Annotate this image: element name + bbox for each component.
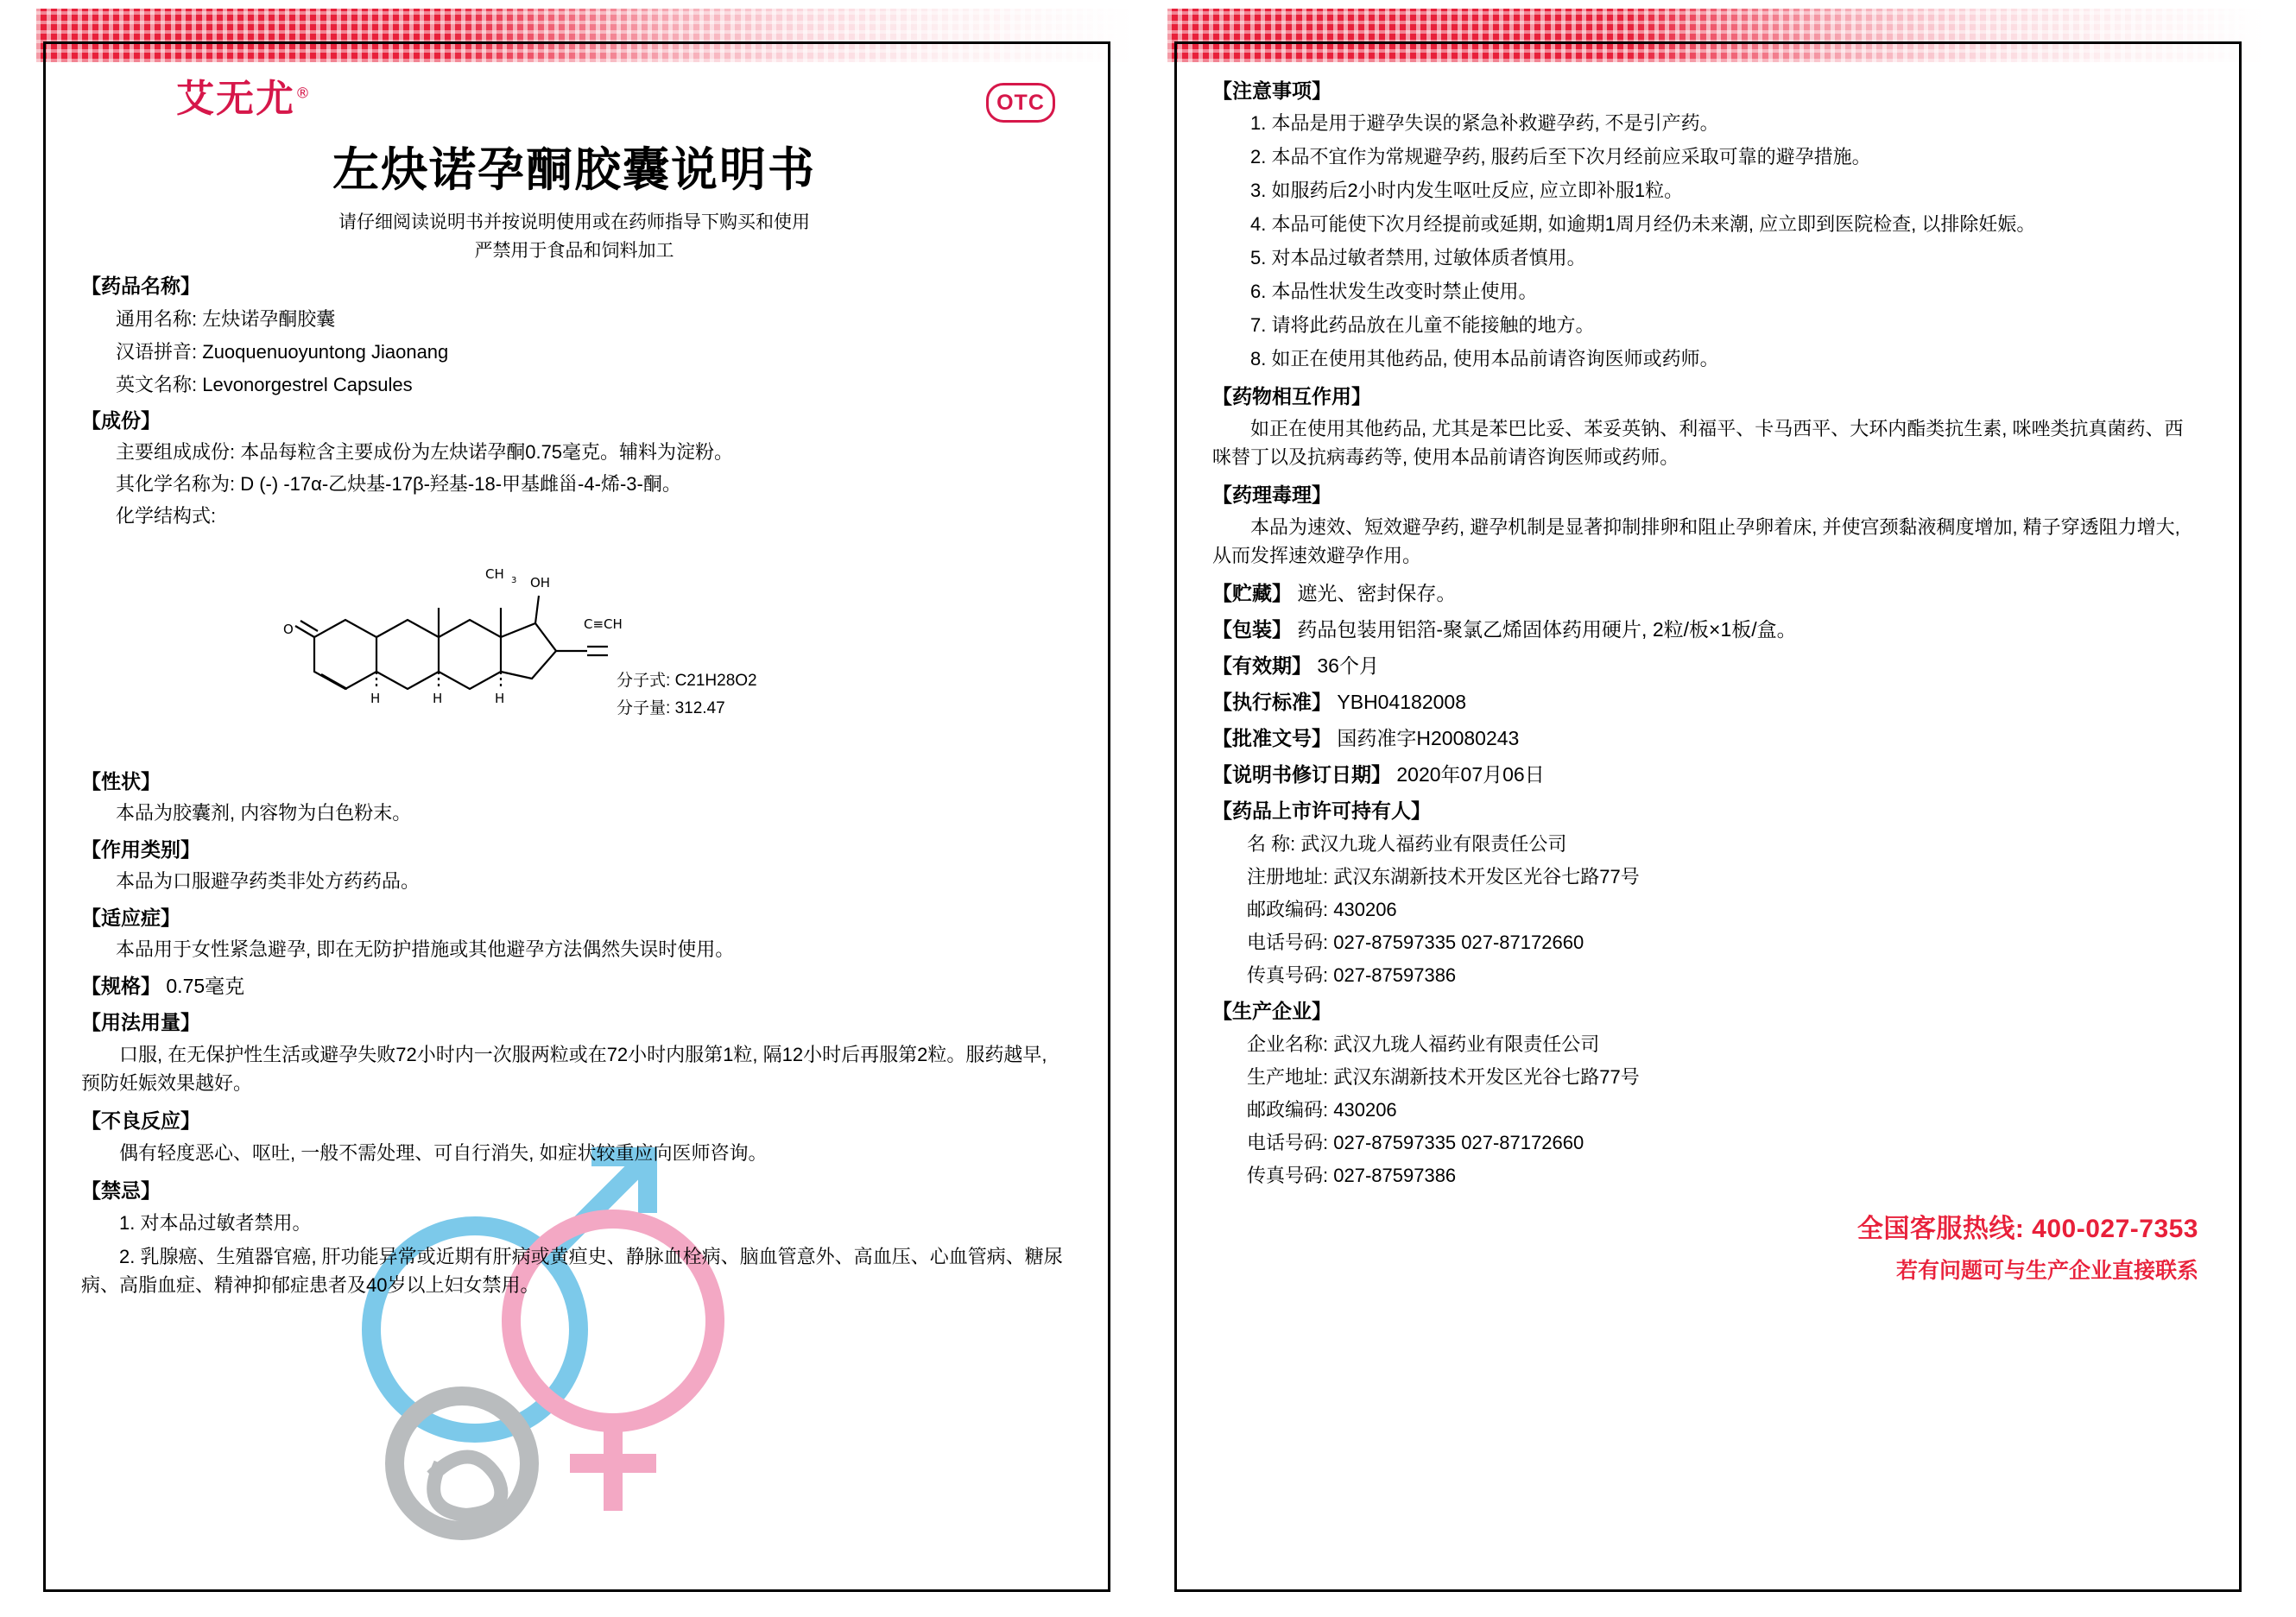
field-generic-name-label: 通用名称: [116, 308, 198, 330]
pharmacology-text: 本品为速效、短效避孕药, 避孕机制是显著抑制排卵和阻止孕卵着床, 并使宫颈黏液稠度增加, 精子穿透阻力增大, 从而发挥速效避孕作用。 [1212, 516, 2180, 566]
section-properties-head: 【性状】 [81, 769, 161, 793]
section-category-head: 【作用类别】 [81, 837, 200, 861]
holder-field-row [1247, 830, 2198, 856]
steroid-structure-icon [280, 534, 651, 749]
section-interactions-head: 【药物相互作用】 [1212, 385, 1371, 407]
registered-mark: ® [295, 85, 312, 103]
section-dosage-head: 【用法用量】 [81, 1011, 200, 1034]
leaflet-content-left [43, 41, 1105, 1587]
manufacturer-field-value: 430206 [1333, 1099, 1397, 1121]
shelf-life-value: 36个月 [1317, 654, 1379, 677]
manufacturer-field-row [1247, 1096, 2198, 1122]
ingredients-chemical-name: 其化学名称为: D (-) -17α-乙炔基-17β-羟基-18-甲基雌甾-4-烯-3-酮。 [116, 473, 681, 496]
specification-value: 0.75毫克 [166, 975, 245, 998]
leaflet-content-right [1174, 41, 2236, 1587]
standard-head-label: 【执行标准】 [1212, 691, 1331, 713]
manufacturer-field-value: 027-87597335 027-87172660 [1333, 1132, 1584, 1153]
svg-text:C≡CH: C≡CH [584, 616, 623, 632]
molecular-weight-label: 分子量: [617, 699, 671, 717]
manufacturer-field-label: 邮政编码: [1247, 1099, 1329, 1121]
section-specification-head [81, 970, 1067, 999]
holder-field-value: 027-87597335 027-87172660 [1333, 932, 1584, 953]
svg-text:O: O [283, 621, 294, 637]
approval-value: 国药准字H20080243 [1337, 727, 1520, 749]
molecular-formula-row [617, 667, 757, 695]
section-revision-date [1212, 759, 2198, 787]
chemical-formula-block [617, 667, 757, 723]
brand-name: 艾无尤 [176, 77, 295, 121]
manufacturer-field-label: 传真号码: [1247, 1165, 1329, 1186]
storage-value: 遮光、密封保存。 [1297, 582, 1457, 604]
section-drug-name-head: 【药品名称】 [81, 275, 200, 297]
section-ingredients-head: 【成份】 [81, 409, 161, 432]
holder-field-row [1247, 961, 2198, 988]
holder-field-row [1247, 862, 2198, 889]
holder-field-row [1247, 928, 2198, 955]
precaution-item: 1. 本品是用于避孕失误的紧急补救避孕药, 不是引产药。 [1250, 112, 1719, 134]
section-indications-head: 【适应症】 [81, 906, 180, 930]
molecular-formula-value: C21H28O2 [674, 671, 757, 690]
interactions-text: 如正在使用其他药品, 尤其是苯巴比妥、苯妥英钠、利福平、卡马西平、大环内酯类抗生素, 咪唑类抗真菌药、西咪替丁以及抗病毒药等, 使用本品前请咨询医师或药师。 [1212, 418, 2184, 468]
leaflet-page-left [17, 0, 1157, 1617]
field-pinyin-name-label: 汉语拼音: [116, 341, 198, 363]
manufacturer-field-row [1247, 1128, 2198, 1155]
field-pinyin-name-value: Zuoquenuoyuntong Jiaonang [202, 341, 449, 363]
ingredients-main-text: 主要组成成份: 本品每粒含主要成份为左炔诺孕酮0.75毫克。辅料为淀粉。 [116, 441, 734, 463]
svg-text:3: 3 [511, 575, 517, 585]
field-english-name-value: Levonorgestrel Capsules [202, 374, 413, 395]
customer-service-hotline: 全国客服热线: 400-027-7353 [1856, 1215, 2198, 1243]
manufacturer-field-value: 027-87597386 [1333, 1165, 1457, 1186]
precaution-item: 7. 请将此药品放在儿童不能接触的地方。 [1250, 314, 1595, 336]
precaution-item: 3. 如服药后2小时内发生呕吐反应, 应立即补服1粒。 [1250, 180, 1684, 201]
svg-text:OH: OH [530, 574, 551, 591]
adverse-text: 偶有轻度恶心、呕吐, 一般不需处理、可自行消失, 如症状较重应向医师咨询。 [119, 1142, 768, 1165]
molecular-weight-row [617, 695, 757, 723]
holder-field-label: 名 称: [1247, 833, 1296, 855]
manufacturer-field-row [1247, 1161, 2198, 1188]
section-precautions-head: 【注意事项】 [1212, 79, 1331, 102]
holder-field-value: 430206 [1333, 899, 1397, 920]
leaflet-page-right [1148, 0, 2288, 1617]
field-generic-name [116, 305, 1067, 332]
contraindication-item: 1. 对本品过敏者禁用。 [119, 1212, 312, 1235]
storage-head-label: 【贮藏】 [1212, 582, 1292, 604]
field-generic-name-value: 左炔诺孕酮胶囊 [202, 308, 336, 330]
precaution-item: 2. 本品不宜作为常规避孕药, 服药后至下次月经前应采取可靠的避孕措施。 [1250, 146, 1871, 167]
section-holder-head: 【药品上市许可持有人】 [1212, 799, 1431, 822]
approval-head-label: 【批准文号】 [1212, 727, 1331, 749]
package-head-label: 【包装】 [1212, 618, 1292, 641]
section-shelf-life [1212, 650, 2198, 679]
indications-text: 本品用于女性紧急避孕, 即在无防护措施或其他避孕方法偶然失误时使用。 [116, 938, 735, 961]
manufacturer-field-row [1247, 1063, 2198, 1090]
holder-field-value: 武汉东湖新技术开发区光谷七路77号 [1333, 866, 1640, 887]
contraindication-item: 2. 乳腺癌、生殖器官癌, 肝功能异常或近期有肝病或黄疸史、静脉血栓病、脑血管意外、高血压、心血管病、糖尿病、高脂血症、精神抑郁症患者及40岁以上妇女禁用。 [81, 1246, 1063, 1297]
svg-text:H: H [370, 690, 381, 706]
svg-text:H: H [433, 690, 443, 706]
chemical-structure-label: 化学结构式: [116, 505, 217, 527]
holder-field-row [1247, 895, 2198, 922]
shelf-life-head-label: 【有效期】 [1212, 654, 1312, 677]
field-english-name-label: 英文名称: [116, 374, 198, 395]
section-adverse-head: 【不良反应】 [81, 1109, 200, 1133]
section-pharmacology-head: 【药理毒理】 [1212, 483, 1331, 506]
package-value: 药品包装用铝箔-聚氯乙烯固体药用硬片, 2粒/板×1板/盒。 [1297, 618, 1797, 641]
revision-head-label: 【说明书修订日期】 [1212, 763, 1391, 786]
manufacturer-field-value: 武汉九珑人福药业有限责任公司 [1333, 1033, 1600, 1055]
holder-field-value: 武汉九珑人福药业有限责任公司 [1300, 833, 1567, 855]
standard-value: YBH04182008 [1337, 691, 1467, 713]
revision-value: 2020年07月06日 [1396, 763, 1545, 786]
precaution-item: 8. 如正在使用其他药品, 使用本品前请咨询医师或药师。 [1250, 348, 1719, 370]
holder-field-label: 注册地址: [1247, 866, 1329, 887]
svg-text:H: H [495, 690, 505, 706]
holder-field-value: 027-87597386 [1333, 964, 1457, 986]
otc-badge: OTC [986, 83, 1055, 123]
section-approval-number [1212, 723, 2198, 751]
manufacturer-field-label: 企业名称: [1247, 1033, 1329, 1055]
section-standard [1212, 686, 2198, 715]
section-contraindications-head: 【禁忌】 [81, 1179, 161, 1203]
section-manufacturer-head: 【生产企业】 [1212, 1000, 1331, 1022]
manufacturer-field-label: 电话号码: [1247, 1132, 1329, 1153]
properties-text: 本品为胶囊剂, 内容物为白色粉末。 [116, 801, 412, 824]
svg-text:CH: CH [485, 565, 504, 582]
dosage-text: 口服, 在无保护性生活或避孕失败72小时内一次服两粒或在72小时内服第1粒, 隔12小时后再服第2粒。服药越早, 预防妊娠效果越好。 [81, 1044, 1047, 1095]
precaution-item: 4. 本品可能使下次月经提前或延期, 如逾期1周月经仍未来潮, 应立即到医院检查, 以排除妊娠。 [1250, 213, 2036, 235]
holder-field-label: 电话号码: [1247, 932, 1329, 953]
manufacturer-field-value: 武汉东湖新技术开发区光谷七路77号 [1333, 1066, 1640, 1088]
field-pinyin-name [116, 338, 1067, 364]
chemical-structure-figure [81, 534, 1067, 758]
title-subtitle-1: 请仔细阅读说明书并按说明使用或在药师指导下购买和使用 [338, 212, 810, 232]
field-english-name [116, 370, 1067, 397]
brand-logo [176, 67, 312, 123]
manufacturer-field-row [1247, 1030, 2198, 1057]
title-subtitle-2: 严禁用于食品和饲料加工 [474, 241, 674, 261]
category-text: 本品为口服避孕药类非处方药药品。 [116, 869, 421, 892]
manufacturer-field-label: 生产地址: [1247, 1066, 1329, 1088]
specification-head-label: 【规格】 [81, 975, 161, 998]
section-package [1212, 614, 2198, 642]
precaution-item: 5. 对本品过敏者禁用, 过敏体质者慎用。 [1250, 247, 1586, 268]
molecular-formula-label: 分子式: [617, 671, 671, 690]
section-storage [1212, 578, 2198, 606]
page-title: 左炔诺孕酮胶囊说明书 [332, 144, 816, 196]
molecular-weight-value: 312.47 [674, 699, 725, 717]
customer-service-note: 若有问题可与生产企业直接联系 [1895, 1259, 2198, 1283]
holder-field-label: 邮政编码: [1247, 899, 1329, 920]
precaution-item: 6. 本品性状发生改变时禁止使用。 [1250, 281, 1538, 302]
holder-field-label: 传真号码: [1247, 964, 1329, 986]
